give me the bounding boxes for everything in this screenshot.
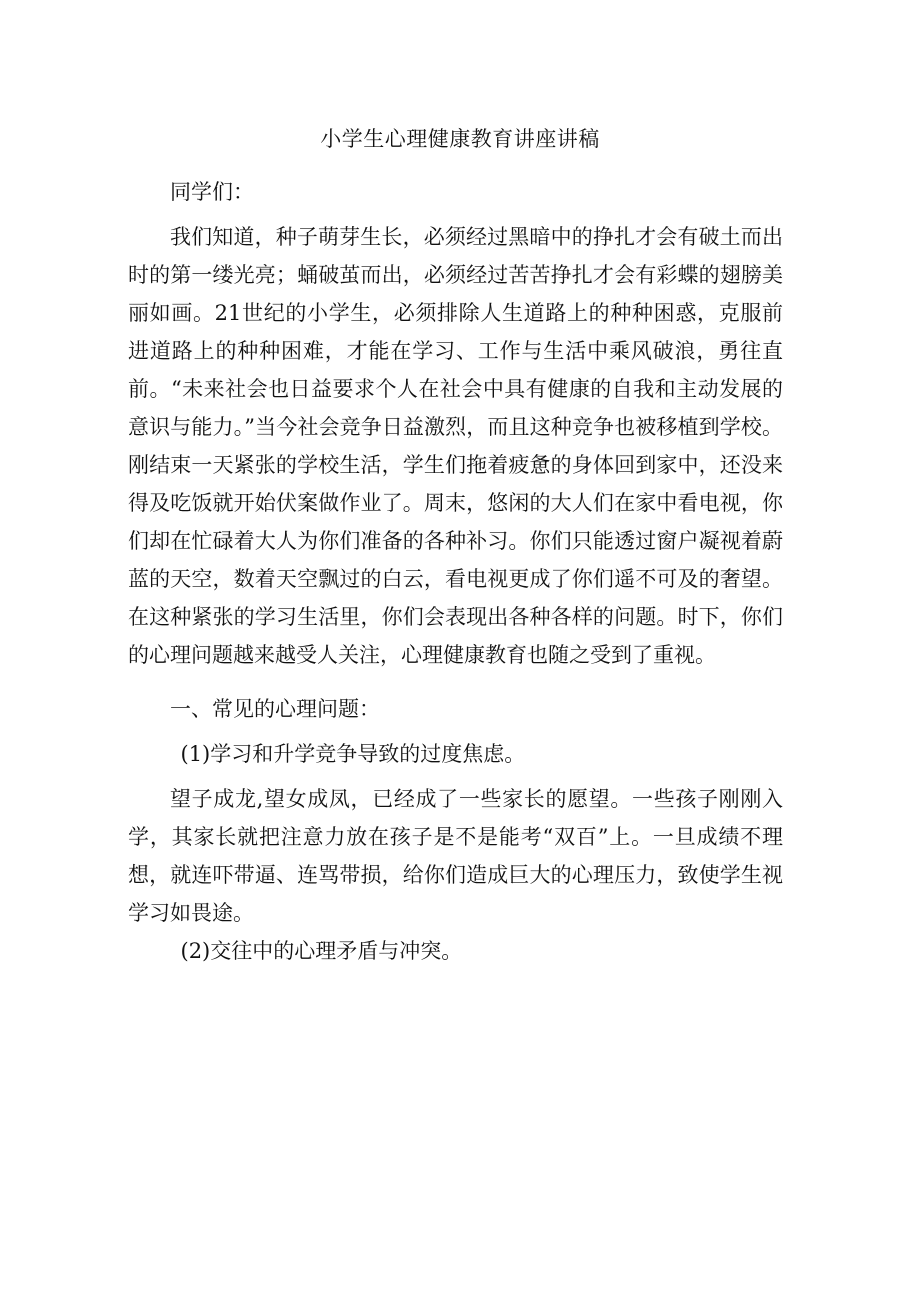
item-heading-anxiety: (1)学习和升学竞争导致的过度焦虑。 [180,742,526,766]
section-heading-common-problems: 一、常见的心理问题： [170,697,380,721]
document-body [128,173,783,970]
item-heading-social-conflict: (2)交往中的心理矛盾与冲突。 [180,939,463,963]
salutation: 同学们： [170,180,254,204]
document-title: 小学生心理健康教育讲座讲稿 [320,127,600,151]
intro-paragraph: 我们知道，种子萌芽生长，必须经过黑暗中的挣扎才会有破土而出时的第一缕光亮；蛹破茧而出，必须经过苦苦挣扎才会有彩蝶的翅膀美丽如画。21世纪的小学生，必须排除人生道路上的种种困惑，克服前进道路上的种种困难，才能在学习、工作与生活中乘风破浪，勇往直前。“未来社会也日益要求个人在社会中具有健康的自我和主动发展的意识与能力。”当今社会竞争日益激烈，而且这种竞争也被移植到学校。刚结束一天紧张的学校生活，学生们拖着疲惫的身体回到家中，还没来得及吃饭就开始伏案做作业了。周末，悠闲的大人们在家中看电视，你们却在忙碌着大人为你们准备的各种补习。你们只能透过窗户凝视着蔚蓝的天空，数着天空飘过的白云，看电视更成了你们遥不可及的奢望。在这种紧张的学习生活里，你们会表现出各种各样的问题。时下，你们的心理问题越来越受人关注，心理健康教育也随之受到了重视。 [128,225,783,667]
item-body-anxiety: 望子成龙,望女成凤，已经成了一些家长的愿望。一些孩子刚刚入学，其家长就把注意力放在孩子是不是能考“双百”上。一旦成绩不理想，就连吓带逼、连骂带损，给你们造成巨大的心理压力，致使学生视学习如畏途。 [128,787,783,925]
